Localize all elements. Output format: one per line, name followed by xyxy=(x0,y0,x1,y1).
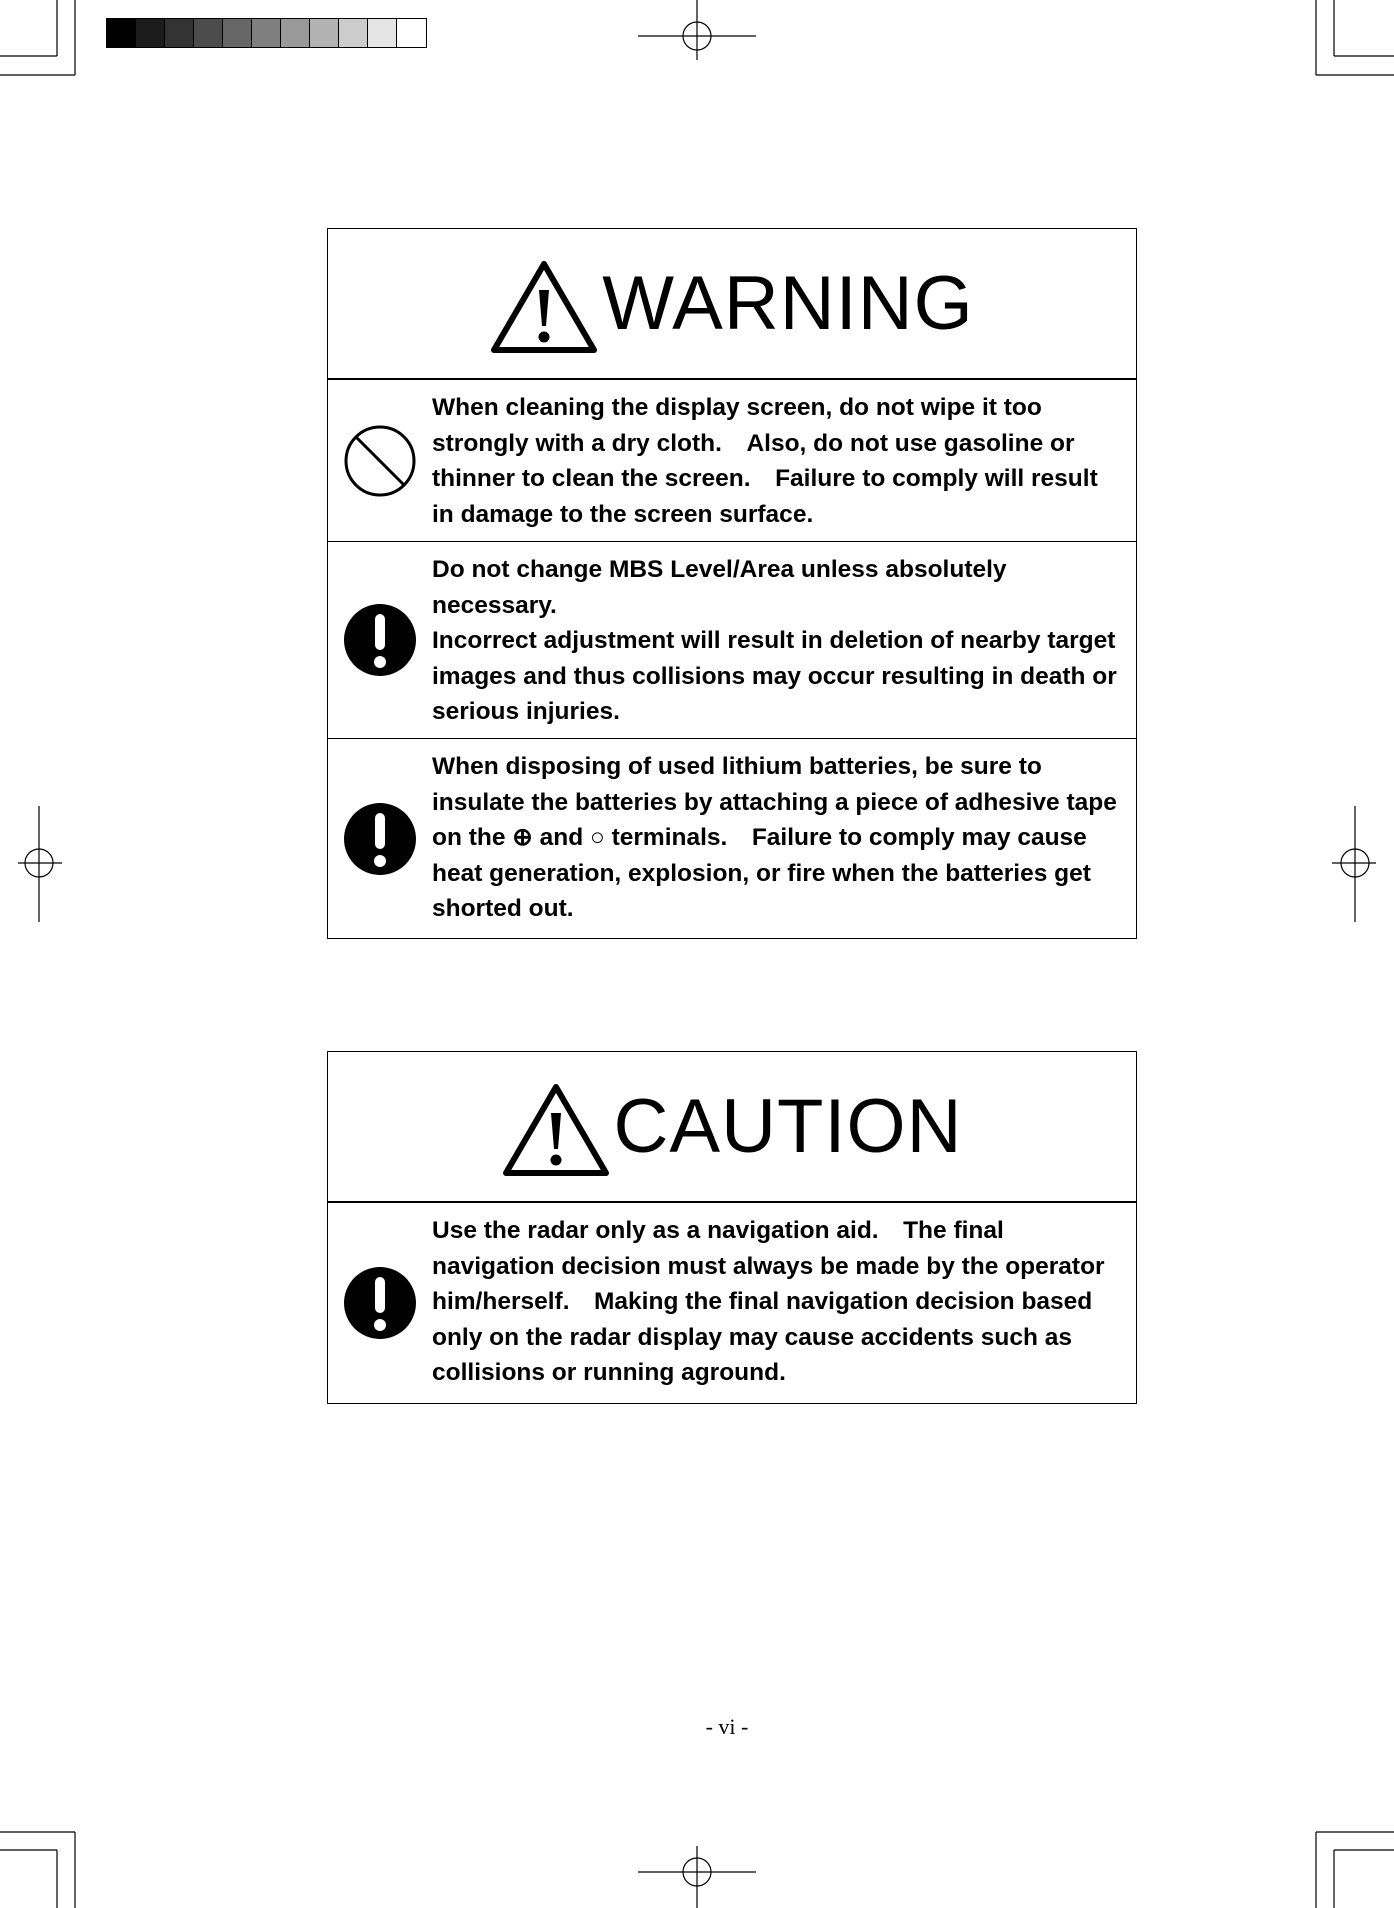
warning-triangle-icon xyxy=(490,260,598,356)
caution-box xyxy=(327,1051,1137,1404)
caution-item-text: Use the radar only as a navigation aid. The final navigation decision must always be made by the operator him/herself. Making the final navigation decision based only on the radar display may cause accidents such as collisions or running aground. xyxy=(432,1217,1105,1386)
mandatory-action-icon xyxy=(342,602,418,678)
warning-title: WARNING xyxy=(602,260,974,346)
grayscale-calibration-strip xyxy=(106,18,427,48)
page-number: - vi - xyxy=(705,1714,749,1739)
caution-header xyxy=(328,1052,1136,1202)
warning-header xyxy=(328,229,1136,379)
warning-item-text: Do not change MBS Level/Area unless absolutely necessary. xyxy=(432,556,1007,619)
prohibition-icon xyxy=(342,423,418,499)
caution-title: CAUTION xyxy=(613,1083,963,1169)
warning-item-text: When disposing of used lithium batteries, be sure to insulate the batteries by attaching a piece of adhesive tape on the ⊕ and ○ terminals. Failure to comply may cause heat generation, explosion, or fire when the batteries get shorted out. xyxy=(432,753,1117,922)
warning-item-text: Incorrect adjustment will result in deletion of nearby target images and thus collisions may occur resulting in death or serious injuries. xyxy=(432,627,1117,725)
warning-item xyxy=(328,379,1136,541)
caution-triangle-icon xyxy=(502,1083,610,1179)
warning-item-text: When cleaning the display screen, do not wipe it too strongly with a dry cloth. Also, do not use gasoline or thinner to clean the screen. Failure to comply will result in damage to the screen surface. xyxy=(432,394,1098,528)
warning-box xyxy=(327,228,1137,939)
mandatory-action-icon xyxy=(342,801,418,877)
warning-item xyxy=(328,541,1136,738)
caution-item xyxy=(328,1202,1136,1403)
mandatory-action-icon xyxy=(342,1265,418,1341)
warning-item xyxy=(328,738,1136,938)
